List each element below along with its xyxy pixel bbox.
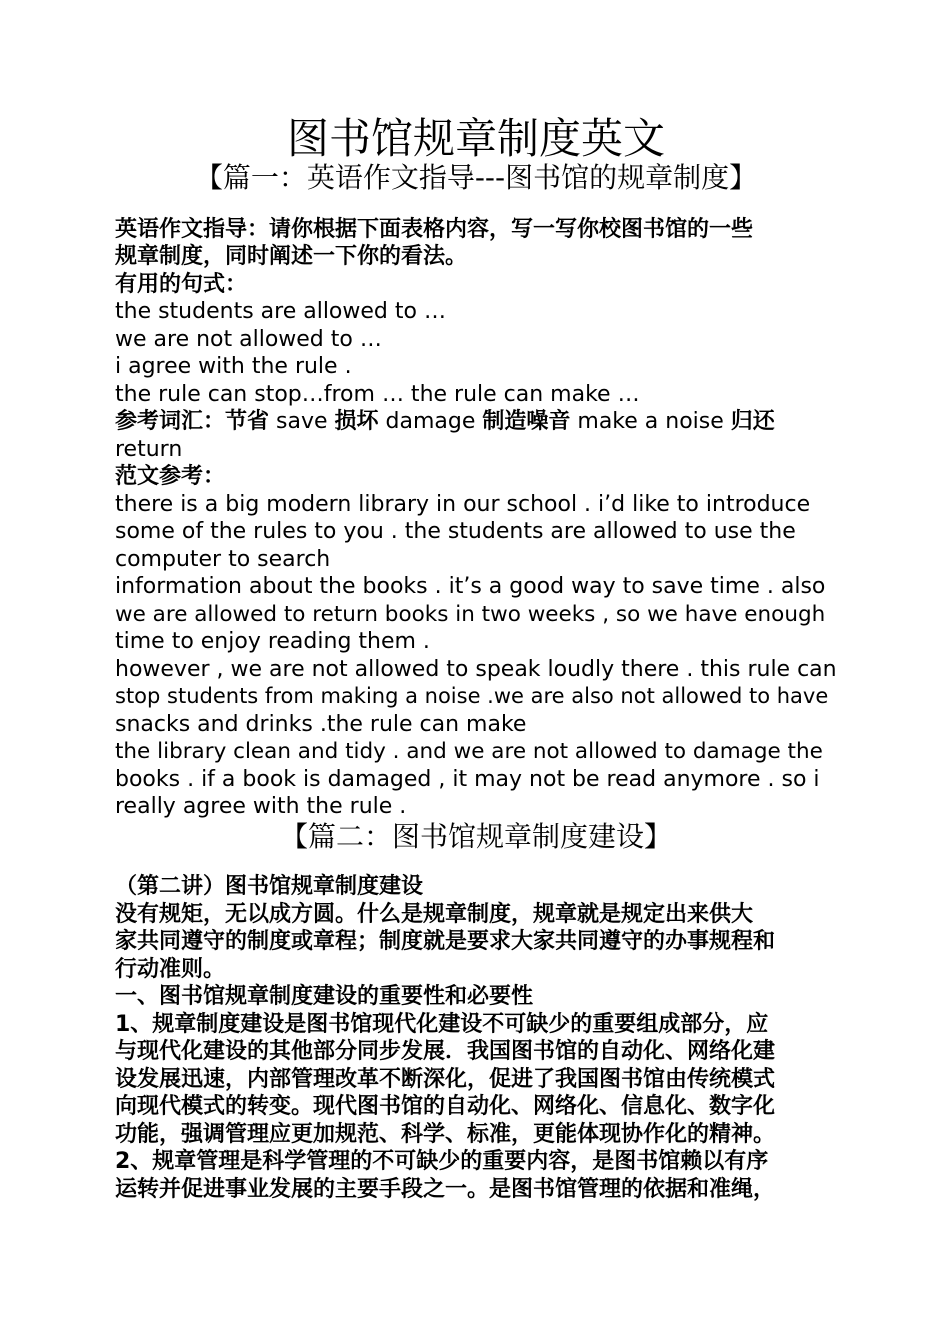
sample-line: we are allowed to return books in two weeks , so we have enough: [115, 602, 826, 627]
section-2-line: 与现代化建设的其他部分同步发展．我国图书馆的自动化、网络化建: [115, 1039, 776, 1064]
pattern-line-1: the students are allowed to …: [115, 299, 446, 324]
vocab-1-en: save: [269, 409, 335, 434]
vocab-line-2: return: [115, 437, 183, 462]
sample-line: stop students from making a noise .we are also not allowed to have: [115, 684, 829, 708]
document-title: 图书馆规章制度英文: [286, 114, 665, 163]
instruction-line-1: 英语作文指导：请你根据下面表格内容，写一写你校图书馆的一些: [115, 217, 754, 242]
section-2-line: 设发展迅速，内部管理改革不断深化，促进了我国图书馆由传统模式: [115, 1067, 776, 1092]
sample-heading: 范文参考：: [115, 464, 226, 489]
pattern-line-4: the rule can stop…from … the rule can make …: [115, 382, 640, 407]
section-1-title: 【篇一：英语作文指导---图书馆的规章制度】: [194, 161, 758, 194]
sample-line: however , we are not allowed to speak loudly there . this rule can: [115, 657, 837, 682]
section-2-line: 运转并促进事业发展的主要手段之一。是图书馆管理的依据和准绳，: [115, 1177, 776, 1202]
instruction-line-2: 规章制度，同时阐述一下你的看法。: [115, 244, 468, 269]
vocab-label: 参考词汇：: [115, 409, 226, 434]
sample-line: computer to search: [115, 547, 331, 572]
section-2-line: 向现代模式的转变。现代图书馆的自动化、网络化、信息化、数字化: [115, 1094, 776, 1119]
section-2-line: （第二讲）图书馆规章制度建设: [115, 874, 424, 899]
vocab-1-cn: 节省: [225, 409, 270, 434]
vocab-3-cn: 制造噪音: [482, 409, 571, 434]
vocab-2-en: damage: [378, 409, 483, 434]
vocab-line: [115, 408, 775, 435]
section-2-line: 没有规矩，无以成方圆。什么是规章制度，规章就是规定出来供大: [115, 902, 754, 927]
section-2-title: 【篇二：图书馆规章制度建设】: [279, 820, 672, 853]
section-2-line: 1、规章制度建设是图书馆现代化建设不可缺少的重要组成部分，应: [115, 1012, 769, 1037]
sample-line: the library clean and tidy . and we are not allowed to damage the: [115, 739, 823, 764]
sample-line: there is a big modern library in our school . i’d like to introduce: [115, 492, 811, 517]
sample-line: really agree with the rule .: [115, 794, 407, 819]
vocab-3-en: make a noise: [570, 409, 731, 434]
pattern-line-3: i agree with the rule .: [115, 354, 352, 379]
sample-line: time to enjoy reading them .: [115, 629, 430, 654]
vocab-2-cn: 损坏: [334, 409, 379, 434]
section-2-line: 家共同遵守的制度或章程；制度就是要求大家共同遵守的办事规程和: [115, 929, 776, 954]
sample-line: information about the books . it’s a good way to save time . also: [115, 574, 826, 599]
section-2-line: 2、规章管理是科学管理的不可缺少的重要内容，是图书馆赖以有序: [115, 1149, 769, 1174]
sample-line: books . if a book is damaged , it may not be read anymore . so i: [115, 767, 820, 792]
section-2-line: 功能，强调管理应更加规范、科学、标准，更能体现协作化的精神。: [115, 1122, 776, 1147]
sample-line: some of the rules to you . the students are allowed to use the: [115, 519, 796, 544]
section-2-line: 行动准则。: [115, 957, 226, 982]
vocab-4-cn: 归还: [730, 409, 775, 434]
pattern-line-2: we are not allowed to …: [115, 327, 382, 352]
sample-line: snacks and drinks .the rule can make: [115, 712, 527, 737]
patterns-heading: 有用的句式：: [115, 272, 248, 297]
section-2-heading: 一、图书馆规章制度建设的重要性和必要性: [115, 984, 534, 1009]
